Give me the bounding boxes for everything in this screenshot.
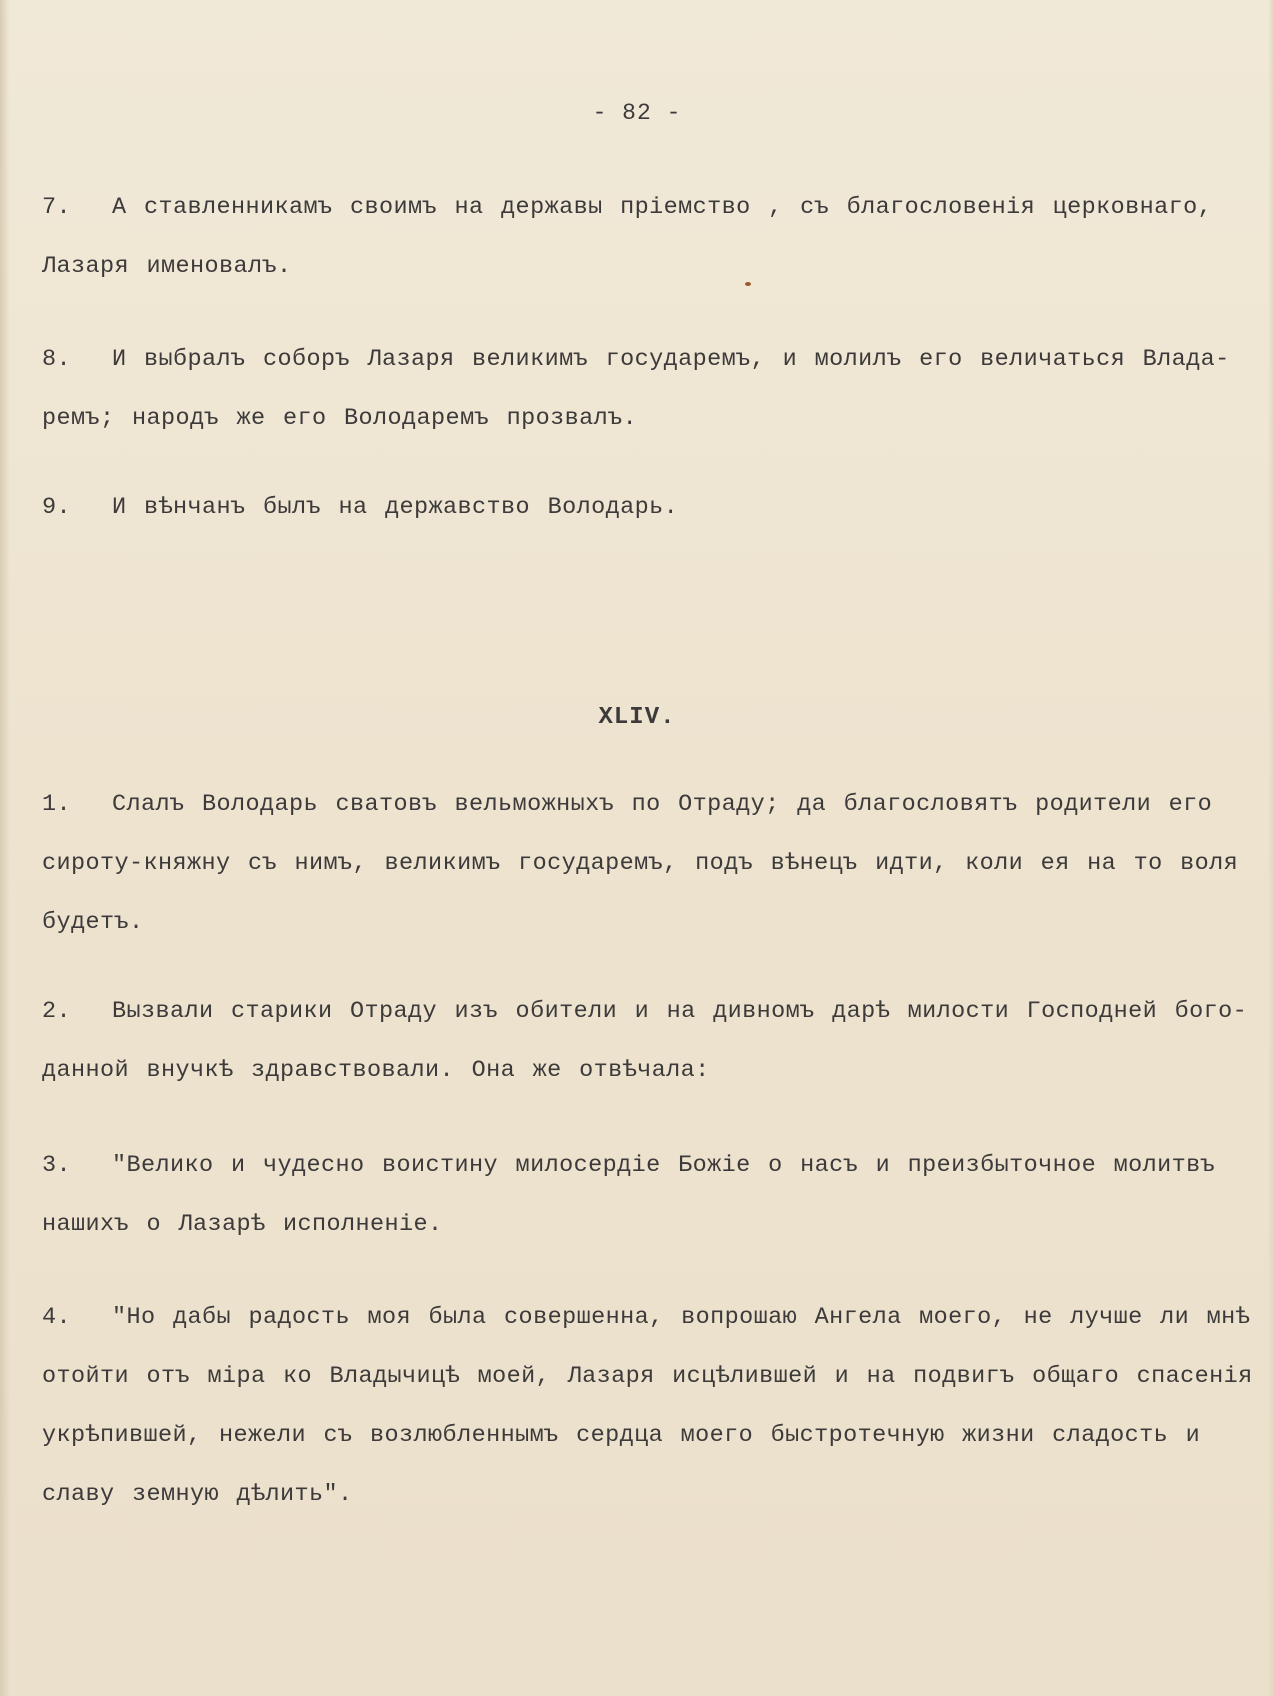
paragraph-number: 7.: [42, 194, 72, 221]
paragraph-line: данной внучкѣ здравствовали. Она же отвѣчала:: [42, 1057, 710, 1084]
section-heading: XLIV.: [598, 704, 676, 731]
paragraph-9: [42, 478, 1242, 537]
paragraph-7: [42, 178, 1242, 296]
paragraph-line: нашихъ о Лазарѣ исполненіе.: [42, 1211, 443, 1238]
paragraph-line: [42, 330, 1242, 389]
paragraph-number: 4.: [42, 1304, 72, 1331]
paragraph-8: [42, 330, 1242, 448]
paragraph-number: 2.: [42, 998, 72, 1025]
paragraph-line: [42, 775, 1242, 834]
paragraph-line: ремъ; народъ же его Володаремъ прозвалъ.: [42, 405, 638, 432]
paragraph-line: [42, 478, 1242, 537]
paragraph-line: [42, 1288, 1251, 1347]
paragraph-number: 1.: [42, 791, 72, 818]
paragraph-line: укрѣпившей, нежели съ возлюбленнымъ сердца моего быстротечную жизни сладость и: [42, 1422, 1201, 1449]
paragraph-line: славу земную дѣлить".: [42, 1481, 353, 1508]
paragraph-number: 8.: [42, 346, 72, 373]
paragraph-1: [42, 775, 1242, 952]
paragraph-text: "Но дабы радость моя была совершенна, вопрошаю Ангела моего, не лучше ли мнѣ: [112, 1304, 1251, 1331]
paragraph-number: 3.: [42, 1152, 72, 1179]
paragraph-text: Слалъ Володарь сватовъ вельможныхъ по Отраду; да благословятъ родители его: [112, 791, 1213, 818]
paragraph-text: И выбралъ соборъ Лазаря великимъ государемъ, и молилъ его величаться Влада-: [112, 346, 1230, 373]
paragraph-line: [42, 1136, 1242, 1195]
paragraph-text: Вызвали старики Отраду изъ обители и на дивномъ дарѣ милости Господней бого-: [112, 998, 1248, 1025]
paragraph-text: "Велико и чудесно воистину милосердіе Божіе о насъ и преизбыточное молитвъ: [112, 1152, 1216, 1179]
paragraph-number: 9.: [42, 494, 72, 521]
paragraph-line: отойти отъ міра ко Владычицѣ моей, Лазаря исцѣлившей и на подвигъ общаго спасенія: [42, 1363, 1253, 1390]
paragraph-4: [42, 1288, 1253, 1524]
page-number: - 82 -: [592, 100, 682, 126]
paragraph-line: будетъ.: [42, 909, 144, 936]
paragraph-3: [42, 1136, 1242, 1254]
paragraph-line: Лазаря именовалъ.: [42, 253, 292, 280]
paragraph-text: И вѣнчанъ былъ на державство Володарь.: [112, 494, 679, 521]
paragraph-text: А ставленникамъ своимъ на державы пріемство , съ благословенія церковнаго,: [112, 194, 1213, 221]
paragraph-line: сироту-княжну съ нимъ, великимъ государемъ, подъ вѣнецъ идти, коли ея на то воля: [42, 850, 1239, 877]
paragraph-line: [42, 982, 1248, 1041]
paragraph-line: [42, 178, 1242, 237]
paragraph-2: [42, 982, 1248, 1100]
